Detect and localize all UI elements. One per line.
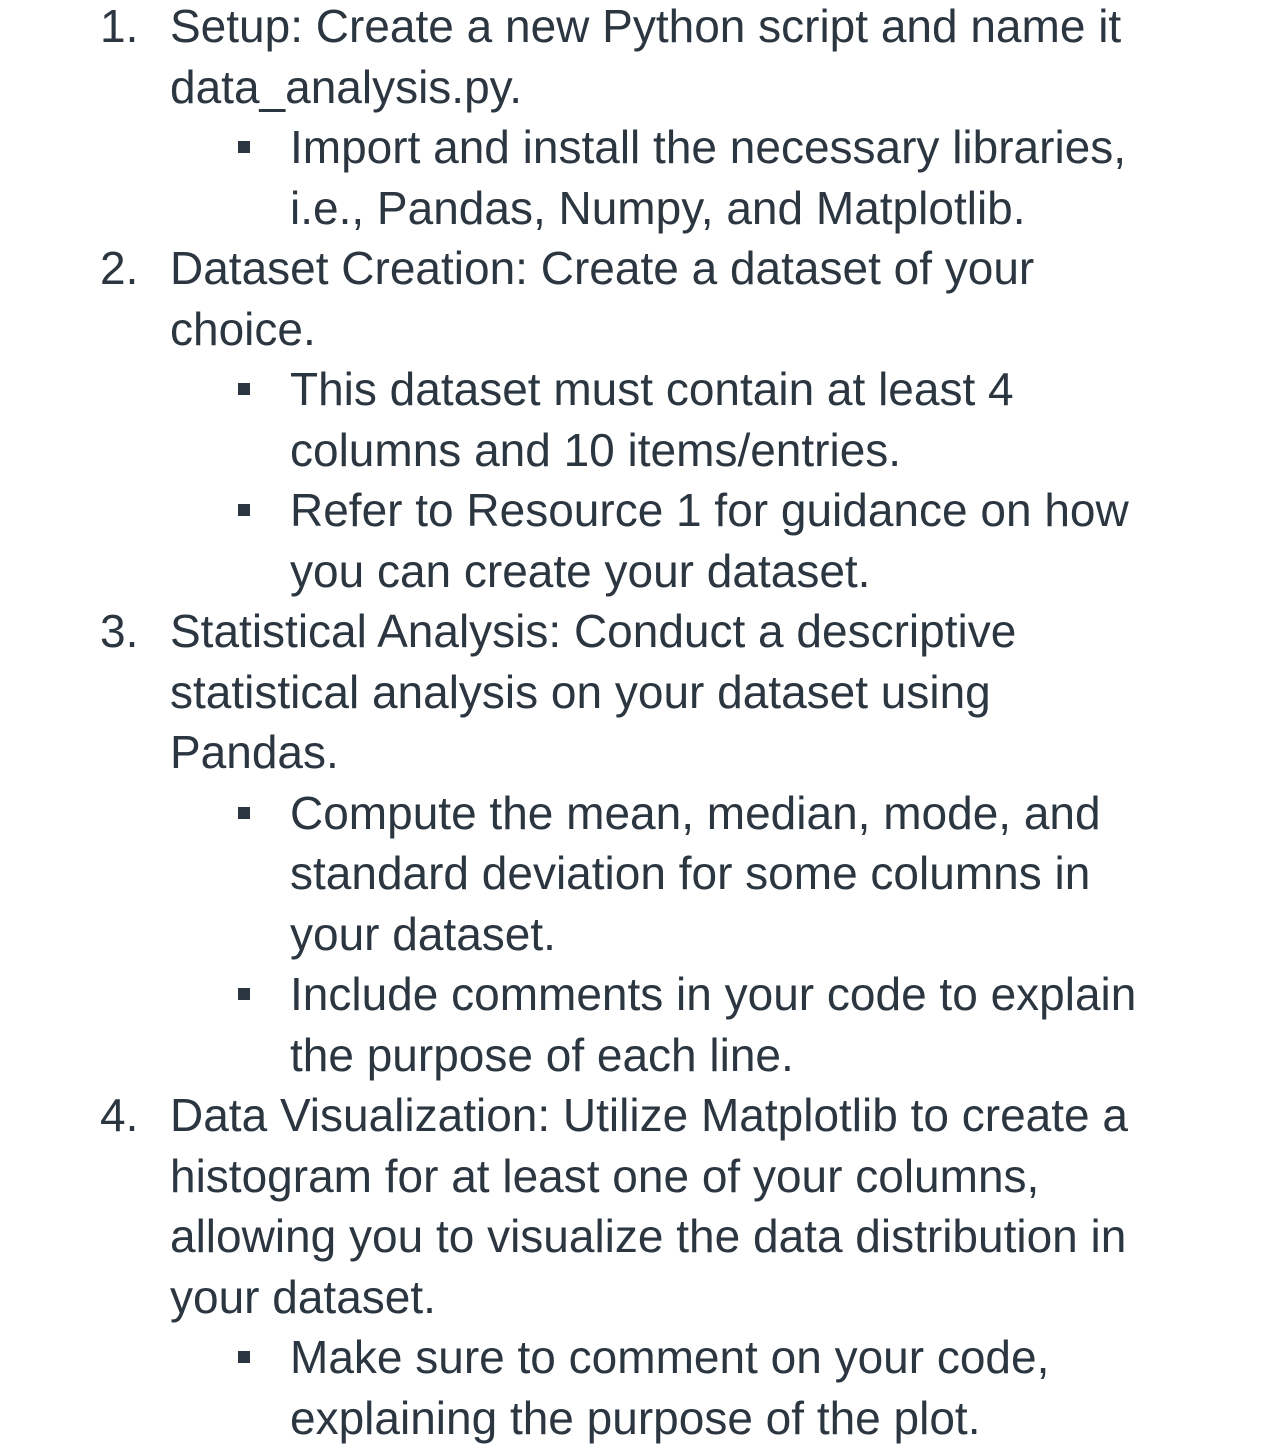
text-line: Statistical Analysis: Conduct a descriptive [170,601,1244,662]
step-2 [0,238,1284,601]
sub-item-text [290,359,1244,480]
step-text [170,1085,1244,1327]
sub-item [170,783,1244,965]
sub-item [170,964,1244,1085]
step-number: 1. [100,0,138,57]
text-line: the purpose of each line. [290,1025,1244,1086]
text-line: standard deviation for some columns in [290,843,1244,904]
sub-item-text [290,117,1244,238]
text-line: you can create your dataset. [290,541,1244,602]
step-3 [0,601,1284,1085]
text-line: i.e., Pandas, Numpy, and Matplotlib. [290,178,1244,239]
square-bullet-icon [238,807,250,819]
text-line: Include comments in your code to explain [290,964,1244,1025]
text-line: Setup: Create a new Python script and name it [170,0,1244,57]
sub-list [170,359,1244,601]
text-line: Refer to Resource 1 for guidance on how [290,480,1244,541]
text-line: Import and install the necessary libraries, [290,117,1244,178]
sub-item-text [290,1327,1244,1448]
step-number: 2. [100,238,138,299]
text-line: Pandas. [170,722,1244,783]
text-line: your dataset. [290,904,1244,965]
text-line: Dataset Creation: Create a dataset of your [170,238,1244,299]
text-line: Make sure to comment on your code, [290,1327,1244,1388]
sub-list [170,117,1244,238]
step-text [170,0,1244,117]
square-bullet-icon [238,141,250,153]
text-line: Compute the mean, median, mode, and [290,783,1244,844]
sub-item [170,1327,1244,1448]
square-bullet-icon [238,504,250,516]
sub-item [170,480,1244,601]
square-bullet-icon [238,383,250,395]
text-line: This dataset must contain at least 4 [290,359,1244,420]
sub-list [170,783,1244,1086]
sub-item-text [290,964,1244,1085]
text-line: your dataset. [170,1267,1244,1328]
sub-item [170,359,1244,480]
step-1 [0,0,1284,238]
step-number: 4. [100,1085,138,1146]
step-text [170,238,1244,359]
step-text [170,601,1244,783]
text-line: allowing you to visualize the data distribution in [170,1206,1244,1267]
sub-item [170,117,1244,238]
sub-item-text [290,480,1244,601]
sub-list [170,1327,1244,1448]
square-bullet-icon [238,988,250,1000]
text-line: explaining the purpose of the plot. [290,1388,1244,1448]
text-line: Data Visualization: Utilize Matplotlib to create a [170,1085,1244,1146]
step-number: 3. [100,601,138,662]
text-line: columns and 10 items/entries. [290,420,1244,481]
text-line: statistical analysis on your dataset using [170,662,1244,723]
step-4 [0,1085,1284,1448]
text-line: histogram for at least one of your columns, [170,1146,1244,1207]
text-line: choice. [170,299,1244,360]
text-line: data_analysis.py. [170,57,1244,118]
sub-item-text [290,783,1244,965]
square-bullet-icon [238,1351,250,1363]
